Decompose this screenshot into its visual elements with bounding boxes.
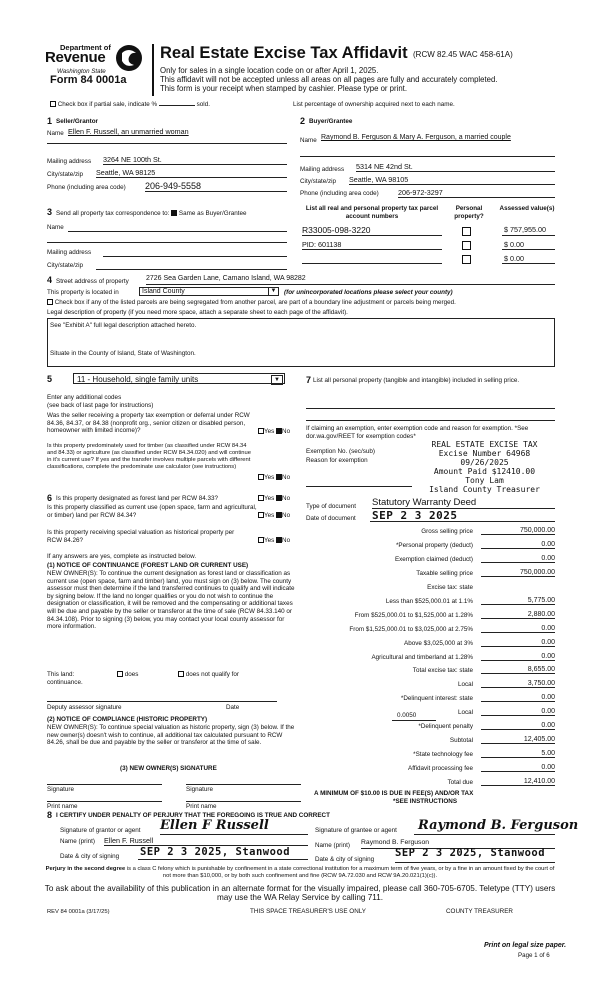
tax-line [315, 653, 555, 664]
tax-line-label: Taxable selling price [416, 569, 473, 577]
grantor-sig-label: Signature of grantor or agent [60, 827, 141, 834]
county-select[interactable] [139, 287, 279, 296]
certify-text: I CERTIFY UNDER PENALTY OF PERJURY THAT THE FOREGOING IS TRUE AND CORRECT [56, 812, 330, 819]
tax-line-value[interactable]: 0.00 [481, 708, 555, 716]
tax-line-label: *State technology fee [413, 751, 473, 759]
subtitle-1: Only for sales in a single location code on or after April 1, 2025. [160, 66, 379, 75]
grantor-signature-line [160, 834, 308, 835]
section3-mailing-field[interactable] [103, 256, 287, 257]
forest-answer [258, 495, 290, 503]
does-label: does [124, 671, 139, 678]
rev-number: REV 84 0001a (3/17/25) [47, 909, 110, 915]
buyer-city-label: City/state/zip [300, 178, 337, 185]
perjury-bold: Perjury in the second degree [45, 866, 126, 872]
tax-line-value[interactable]: 5.00 [481, 750, 555, 758]
see-back-label: (see back of last page for instructions) [47, 402, 154, 409]
q1-answer [258, 428, 290, 436]
section3-name-field[interactable] [68, 231, 287, 232]
new-owner-signature-title: (3) NEW OWNER(S) SIGNATURE [120, 765, 217, 772]
parcel-2-value[interactable]: $ 0.00 [504, 240, 524, 249]
section3-city-label: City/state/zip [47, 262, 84, 269]
buyer-phone-line [398, 197, 555, 198]
does-not-label: does not qualify for [185, 671, 239, 678]
local-rate[interactable]: 0.0050 [397, 712, 417, 719]
section7-number: 7 [306, 375, 312, 385]
historic-question: Is this property receiving special valuation as historical property per RCW 84.26? [47, 529, 235, 544]
exemption-question: Was the seller receiving a property tax exemption or deferral under RCW 84.36, 84.37, or 84.38 (nonprofit org., senior citizen or disabled person, homeowner with limited income)? [47, 412, 250, 435]
buyer-city-line [349, 184, 555, 185]
grantor-date-field[interactable]: SEP 2 3 2025, Stanwood [140, 846, 291, 858]
parcel-3[interactable] [302, 263, 442, 264]
page-number: Page 1 of 6 [518, 952, 550, 959]
tax-line [315, 569, 555, 580]
buyer-section-number: 2 [300, 116, 306, 126]
county-treasurer-label: COUNTY TREASURER [446, 908, 513, 915]
tax-line [315, 736, 555, 747]
personal-property-text: List all personal property (tangible and intangible) included in selling price. [313, 377, 520, 384]
stamp-line5: Tony Lam [465, 476, 504, 485]
chevron-down-icon: ▼ [271, 375, 283, 385]
chevron-down-icon: ▼ [268, 288, 278, 296]
parcel-3-personal-checkbox[interactable] [462, 255, 471, 264]
buyer-name-field[interactable]: Raymond B. Ferguson & Mary A. Ferguson, a married couple [321, 134, 511, 141]
date-doc-label: Date of document [306, 515, 356, 522]
current-use-no-label: No [282, 512, 291, 519]
historic-yes-label: Yes [264, 537, 275, 544]
parcel-3-value[interactable]: $ 0.00 [504, 254, 524, 263]
ownership-note: List percentage of ownership acquired next to each name. [293, 101, 455, 108]
parcel-1-value-line [502, 235, 555, 236]
tax-line [315, 583, 555, 594]
unincorporated-note: (for unincorporated locations please select your county) [284, 289, 453, 296]
parcel-2-line [302, 249, 442, 250]
grantor-date-line [138, 859, 308, 860]
tax-line [315, 694, 555, 705]
parcel-2[interactable]: PID: 601138 [302, 240, 342, 249]
personal-property-field-1[interactable] [306, 408, 555, 409]
tax-line-value[interactable]: 0.00 [481, 625, 555, 633]
historic-no-label: No [282, 537, 291, 544]
stamp-line4: Amount Paid $12410.00 [433, 467, 536, 476]
notice2-body: NEW OWNER(S): To continue special valuation as historic property, sign (3) below. If the new owner(s) doesn't wish to continue, all additional tax calculated pursuant to RCW 84.26, shall be due and payable by the seller or transferor at the time of sale. [47, 724, 295, 747]
partial-sale-checkbox[interactable] [50, 101, 56, 107]
deputy-date-label: Date [226, 704, 240, 711]
section3-name-label: Name [47, 224, 64, 231]
assessed-col-header: Assessed value(s) [499, 205, 555, 212]
dept-line2: Revenue [45, 49, 106, 66]
does-not-checkbox[interactable] [178, 671, 184, 677]
segregated-checkbox[interactable] [47, 299, 53, 305]
does-option [117, 671, 138, 679]
tax-line [315, 527, 555, 538]
tax-line-label: Total excise tax: state [412, 667, 473, 675]
accessibility-notice: To ask about the availability of this publication in an alternate format for the visually impaired, please call 360-705-6705. Teletype (TTY) users may use the WA Relay Service by calling 711. [44, 884, 556, 902]
forest-yes-label: Yes [264, 495, 275, 502]
grantor-signature[interactable]: Ellen F Russell [160, 818, 269, 833]
see-instructions: *SEE INSTRUCTIONS [393, 798, 458, 805]
exemption-no-label: Exemption No. (sec/sub) [306, 448, 375, 455]
does-checkbox[interactable] [117, 671, 123, 677]
print-name-label-2: Print name [186, 803, 217, 810]
date-doc-line [370, 521, 555, 522]
type-doc-field[interactable]: Statutory Warranty Deed [372, 497, 477, 508]
new-owner-print-1[interactable] [47, 801, 162, 802]
seller-mailing-field[interactable]: 3264 NE 100th St. [103, 155, 162, 164]
tax-line [315, 764, 555, 775]
tax-line-value[interactable]: 0.00 [481, 541, 555, 549]
tax-line-value[interactable]: 750,000.00 [481, 527, 555, 535]
grantor-date-label: Date & city of signing [60, 853, 120, 860]
local-rate-line [392, 720, 436, 721]
parcel-3-value-line [502, 263, 555, 264]
tax-line-label: Affidavit processing fee [408, 765, 473, 773]
tax-line [315, 722, 555, 733]
forest-question: Is this property designated as forest land per RCW 84.33? [56, 495, 219, 502]
buyer-phone-label: Phone (including area code) [300, 190, 379, 197]
exemption-text: If claiming an exemption, enter exemption code and reason for exemption. *See dor.wa.gov/REET for exemption codes* [306, 425, 529, 440]
tax-line-label: Subtotal [449, 737, 473, 745]
seller-heading: Seller/Grantor [56, 118, 98, 125]
new-owner-print-2[interactable] [186, 801, 301, 802]
subtitle-3: This form is your receipt when stamped by cashier. Please type or print. [160, 84, 408, 93]
new-owner-signature-1[interactable] [47, 784, 162, 785]
seller-city-line [96, 177, 287, 178]
stamp-line1: REAL ESTATE EXCISE TAX [431, 440, 538, 449]
partial-sale-percent-field[interactable] [159, 105, 195, 106]
buyer-heading: Buyer/Grantee [309, 118, 353, 125]
q1-yes-label: Yes [264, 428, 275, 435]
tax-line-value[interactable]: 0.00 [481, 653, 555, 661]
print-name-label-1: Print name [47, 803, 78, 810]
tax-line-value[interactable]: 12,405.00 [481, 736, 555, 744]
grantee-sig-label: Signature of grantee or agent [315, 827, 397, 834]
deputy-signature-label: Deputy assessor signature [47, 704, 122, 711]
parcel-2-personal-checkbox[interactable] [462, 241, 471, 250]
seller-name-label: Name [47, 130, 64, 137]
tax-line-label: Gross selling price [421, 528, 473, 535]
signature-label-2: Signature [186, 786, 213, 793]
grantor-name-label: Name (print) [60, 838, 95, 845]
legal-description-box[interactable] [47, 318, 555, 367]
q2-no-label: No [282, 474, 291, 481]
parcel-1[interactable]: R33005-098-3220 [302, 225, 371, 235]
tax-line-label: Exemption claimed (deduct) [394, 555, 473, 563]
form-rcw: (RCW 82.45 WAC 458-61A) [413, 50, 513, 59]
tax-line-label: From $1,525,000.01 to $3,025,000 at 2.75% [349, 625, 473, 633]
parcel-1-line [302, 235, 442, 236]
county-value: Island County [142, 288, 185, 295]
segregated-row [47, 299, 456, 307]
section3-name-line2 [47, 242, 287, 243]
seller-name-field[interactable]: Ellen F. Russell, an unmarried woman [68, 127, 189, 136]
stamp-line2: Excise Number 64968 [438, 449, 531, 458]
buyer-mailing-label: Mailing address [300, 166, 345, 173]
tax-line-label: From $525,000.01 to $1,525,000 at 1.28% [354, 611, 473, 619]
same-as-buyer-label: Same as Buyer/Grantee [178, 210, 247, 217]
buyer-mailing-field[interactable]: 5314 NE 42nd St. [356, 162, 413, 171]
grantor-name-field[interactable]: Ellen F. Russell [104, 836, 154, 845]
section3-city-field[interactable] [96, 269, 287, 270]
treasurer-space-label: THIS SPACE TREASURER'S USE ONLY [250, 908, 366, 915]
tax-line [315, 639, 555, 650]
stamp-line6: Island County Treasurer [429, 485, 540, 494]
minimum-note: A MINIMUM OF $10.00 IS DUE IN FEE(S) AND/OR TAX [314, 790, 474, 797]
q2-answer [258, 474, 290, 482]
does-not-option [178, 671, 239, 679]
tax-line [315, 750, 555, 761]
tax-line-label: Less than $525,000.01 at 1.1% [385, 597, 473, 605]
tax-line-label: *Delinquent interest: state [400, 695, 473, 703]
tax-line-value[interactable]: 0.00 [481, 694, 555, 702]
reason-label: Reason for exemption [306, 457, 368, 464]
tax-line-value[interactable]: 3,750.00 [481, 680, 555, 688]
section4-number: 4 [47, 275, 53, 285]
dept-line1: Department of [60, 43, 111, 52]
additional-codes-label: Enter any additional codes [47, 394, 122, 401]
sold-label: sold. [196, 101, 210, 108]
seller-city-field[interactable]: Seattle, WA 98125 [96, 168, 156, 177]
dept-line3: Washington State [57, 68, 106, 75]
historic-answer [258, 537, 290, 545]
current-use-answer [258, 512, 290, 520]
section6-number: 6 [47, 493, 53, 503]
legal-line-1: See "Exhibit A" full legal description attached hereto. [50, 322, 197, 329]
buyer-name-line2 [300, 156, 555, 157]
tax-line [315, 666, 555, 677]
seller-phone-line [145, 191, 287, 192]
section3-text: Send all property tax correspondence to: [56, 210, 170, 217]
tax-line-label: Agricultural and timberland at 1.28% [371, 653, 473, 661]
located-label: This property is located in [47, 289, 119, 296]
tax-line [315, 778, 555, 789]
seller-section-number: 1 [47, 116, 53, 126]
legal-line-2: Situate in the County of Island, State of Washington. [50, 350, 196, 357]
seller-name-line2 [47, 143, 287, 144]
seller-mailing-label: Mailing address [47, 158, 92, 165]
seller-mailing-line [103, 164, 287, 165]
tax-line-label: *Delinquent penalty [418, 723, 473, 731]
any-yes-note: If any answers are yes, complete as instructed below. [47, 553, 197, 560]
grantee-date-label: Date & city of signing [315, 856, 375, 863]
parcel-1-value[interactable]: $ 757,955.00 [504, 225, 546, 234]
seller-phone-field[interactable]: 206-949-5558 [145, 181, 202, 191]
subtitle-2: This affidavit will not be accepted unless all areas on all pages are fully and accurately completed. [160, 75, 498, 84]
land-use-select[interactable] [73, 373, 285, 384]
date-doc-field[interactable]: SEP 2 3 2025 [372, 509, 458, 522]
section3-number: 3 [47, 207, 53, 217]
seller-city-label: City/state/zip [47, 171, 84, 178]
tax-line-value[interactable]: 0.00 [481, 639, 555, 647]
tax-line [315, 555, 555, 566]
forest-no-label: No [282, 495, 291, 502]
buyer-mailing-line [356, 171, 555, 172]
buyer-city-field[interactable]: Seattle, WA 98105 [349, 175, 409, 184]
tax-line [315, 680, 555, 691]
signature-label-1: Signature [47, 786, 74, 793]
tax-line [315, 541, 555, 552]
legal-description-label: Legal description of property (if you need more space, attach a separate sheet to each page of the affidavit). [47, 309, 348, 316]
tax-line [315, 611, 555, 622]
q1-no-label: No [282, 428, 291, 435]
grantee-date-field[interactable]: SEP 2 3 2025, Stanwood [395, 847, 546, 859]
segregated-label: Check box if any of the listed parcels are being segregated from another parcel, are part of a boundary line adjustment or parcels being merged. [54, 299, 456, 306]
tax-line-label: Local [457, 709, 473, 717]
section3-mailing-label: Mailing address [47, 249, 92, 256]
perjury-text: is a class C felony which is punishable by confinement in a state correctional institution for a maximum term of five years, or by a fine in an amount fixed by the court of not more than $10,000, or by both such confinement and fine (RCW 9A.72.030 and RCW 9A.20.021(1)(c)). [126, 866, 555, 879]
treasurer-stamp [412, 440, 557, 494]
personal-property-field-2[interactable] [306, 420, 555, 421]
form-number: Form 84 0001a [50, 74, 127, 86]
tax-line [315, 708, 555, 719]
parcel-1-personal-checkbox[interactable] [462, 227, 471, 236]
tax-line [315, 625, 555, 636]
partial-sale-row [50, 101, 210, 109]
this-land-label: This land: [47, 671, 75, 678]
buyer-phone-field[interactable]: 206-972-3297 [398, 188, 443, 197]
tax-line-label: Above $3,025,000 at 3% [404, 639, 473, 647]
timber-question: Is this property predominately used for timber (as classified under RCW 84.34 and 84.33) or agriculture (as classified under RCW 84.34.020) and will continue in it's current use? If yes and the transfer involves multiple parcels with different classifications, complete the predominate use calculator (see instructions) [47, 443, 251, 470]
tax-line-value[interactable]: 0.00 [481, 764, 555, 772]
revenue-emblem-icon [114, 43, 144, 73]
parcel-col-header: List all real and personal property tax parcel account numbers [305, 205, 439, 220]
form-title: Real Estate Excise Tax Affidavit [160, 44, 408, 62]
tax-line [315, 597, 555, 608]
grantee-signature[interactable]: Raymond B. Ferguson [418, 818, 579, 833]
tax-line-label: Local [457, 681, 473, 689]
tax-line-value[interactable]: 0.00 [481, 722, 555, 730]
tax-line-value[interactable]: 5,775.00 [481, 597, 555, 605]
tax-line-value[interactable]: 750,000.00 [481, 569, 555, 577]
personal-property-col-header: Personal property? [454, 205, 484, 220]
tax-line-value[interactable]: 8,655.00 [481, 666, 555, 674]
notice1-title: (1) NOTICE OF CONTINUANCE (FOREST LAND OR CURRENT USE) [47, 562, 249, 569]
grantee-name-field[interactable]: Raymond B. Ferguson [361, 839, 430, 846]
same-as-buyer-checkbox[interactable] [171, 210, 177, 216]
grantee-name-label: Name (print) [315, 842, 350, 849]
street-label: Street address of property [56, 278, 129, 285]
notice2-title: (2) NOTICE OF COMPLIANCE (HISTORIC PROPERTY) [47, 716, 208, 723]
section8-number: 8 [47, 810, 53, 820]
grantee-signature-line [414, 834, 555, 835]
new-owner-signature-2[interactable] [186, 784, 301, 785]
seller-phone-label: Phone (including area code) [47, 184, 126, 191]
tax-line-label: *Personal property (deduct) [395, 541, 473, 549]
tax-line-label: Excise tax: state [427, 583, 473, 591]
perjury-notice [42, 866, 558, 880]
grantee-date-line [395, 862, 555, 863]
buyer-name-label: Name [300, 137, 317, 144]
legal-paper-note: Print on legal size paper. [484, 942, 567, 949]
notice1-body: NEW OWNER(S): To continue the current designation as forest land or classification as current use (open space, farm and timber) land, you must sign on (3) below. The county assessor must then determine if the land transferred continues to qualify and will indicate by signing below. If the land no longer qualifies or you do not wish to continue the designation or classification, it will be removed and the compensating or additional taxes will be due and payable by the seller or transferor at the time of sale (RCW 84.33.140 or 84.34.108). Prior to signing (3) below, you may contact your local county assessor for more information. [47, 570, 295, 631]
section3-correspondence-row [56, 210, 246, 218]
type-doc-label: Type of document [306, 503, 357, 510]
tax-line-label: Total due [447, 779, 473, 786]
land-use-value: 11 - Household, single family units [77, 375, 199, 384]
current-use-question: Is this property classified as current use (open space, farm and agricultural, or timber) land per RCW 84.34? [47, 504, 257, 519]
tax-line-value[interactable]: 0.00 [481, 555, 555, 563]
deputy-signature-field[interactable] [47, 701, 277, 702]
continuance-label: continuance. [47, 679, 83, 686]
parcel-2-value-line [502, 249, 555, 250]
stamp-line3: 09/26/2025 [460, 458, 509, 467]
q2-yes-label: Yes [264, 474, 275, 481]
section5-number: 5 [47, 374, 53, 384]
street-field[interactable]: 2726 Sea Garden Lane, Camano Island, WA 98282 [146, 275, 306, 282]
tax-line-value[interactable]: 12,410.00 [481, 778, 555, 786]
partial-sale-label: Check box if partial sale, indicate % [57, 101, 158, 108]
current-use-yes-label: Yes [264, 512, 275, 519]
header-divider [152, 44, 154, 96]
street-line [146, 284, 555, 285]
tax-line-value[interactable]: 2,880.00 [481, 611, 555, 619]
